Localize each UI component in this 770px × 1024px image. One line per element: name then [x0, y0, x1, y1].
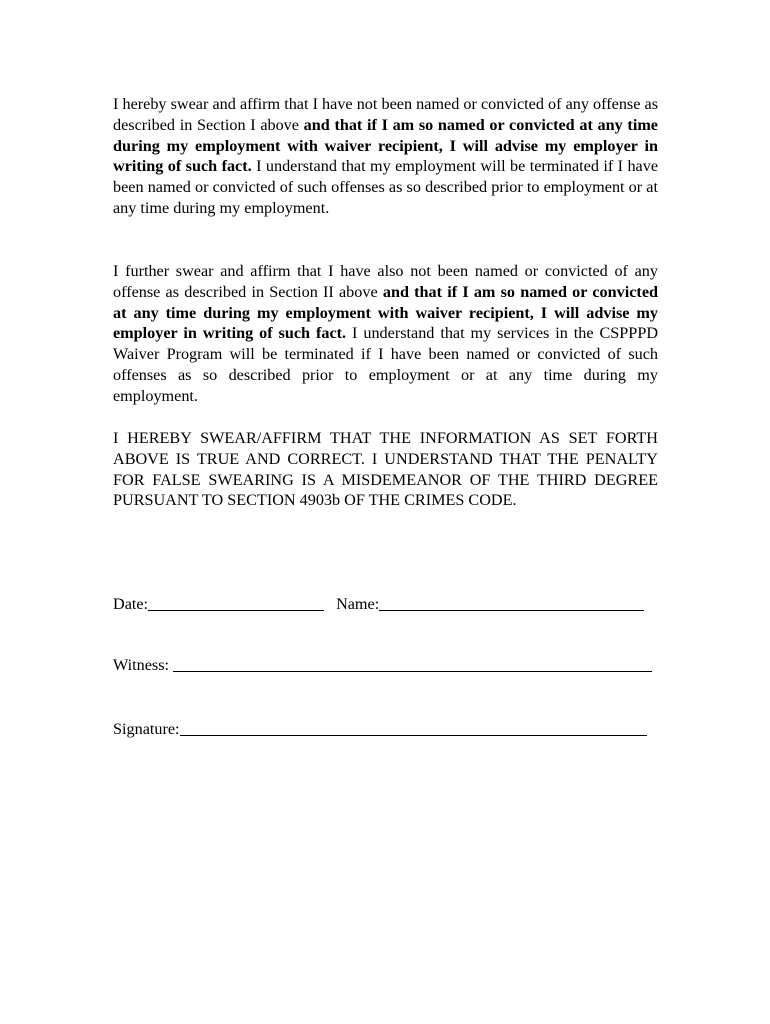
date-name-row [113, 594, 644, 614]
name-label: Name: [336, 595, 380, 613]
date-label: Date: [113, 595, 149, 613]
sworn-statement-paragraph-1 [113, 94, 658, 219]
penalty-statement-text: I HEREBY SWEAR/AFFIRM THAT THE INFORMATION AS SET FORTH ABOVE IS TRUE AND CORRECT. I UNDERSTAND THAT THE PENALTY FOR FALSE SWEARING IS A MISDEMEANOR OF THE THIRD DEGREE PURSUANT TO SECTION 4903b OF THE CRIMES CODE. [113, 429, 658, 510]
paragraph-1-bold-clause: and that if I am so named or convicted at any time during my employment with waiver recipient, I will advise my employer in writing of such fact. [113, 115, 658, 176]
signature-field-line[interactable] [180, 720, 647, 736]
signature-label: Signature: [113, 720, 180, 738]
paragraph-2-text-a: I further swear and affirm that I have also not been named or convicted of any offense as described in Section II above [113, 262, 658, 301]
penalty-statement-paragraph [113, 428, 658, 511]
paragraph-2-bold-clause: and that if I am so named or convicted at any time during my employment with waiver recipient, I will advise my employer in writing of such fact. [113, 282, 659, 343]
signature-row [113, 719, 647, 739]
name-field-line[interactable] [379, 595, 644, 611]
witness-row [113, 655, 652, 675]
paragraph-2-text-b: I understand that my services in the CSPPPD Waiver Program will be terminated if I have been named or convicted of such offenses as so described prior to employment or at any time during my employment. [113, 324, 659, 405]
witness-field-line[interactable] [173, 656, 652, 672]
sworn-statement-paragraph-2 [113, 261, 658, 407]
paragraph-1-text-a: I hereby swear and affirm that I have not been named or convicted of any offense as described in Section I above [113, 95, 658, 134]
witness-label: Witness: [113, 656, 169, 674]
date-field-line[interactable] [148, 595, 324, 611]
paragraph-1-text-b: I understand that my employment will be terminated if I have been named or convicted of such offenses as so described prior to employment or at any time during my employment. [113, 157, 658, 217]
